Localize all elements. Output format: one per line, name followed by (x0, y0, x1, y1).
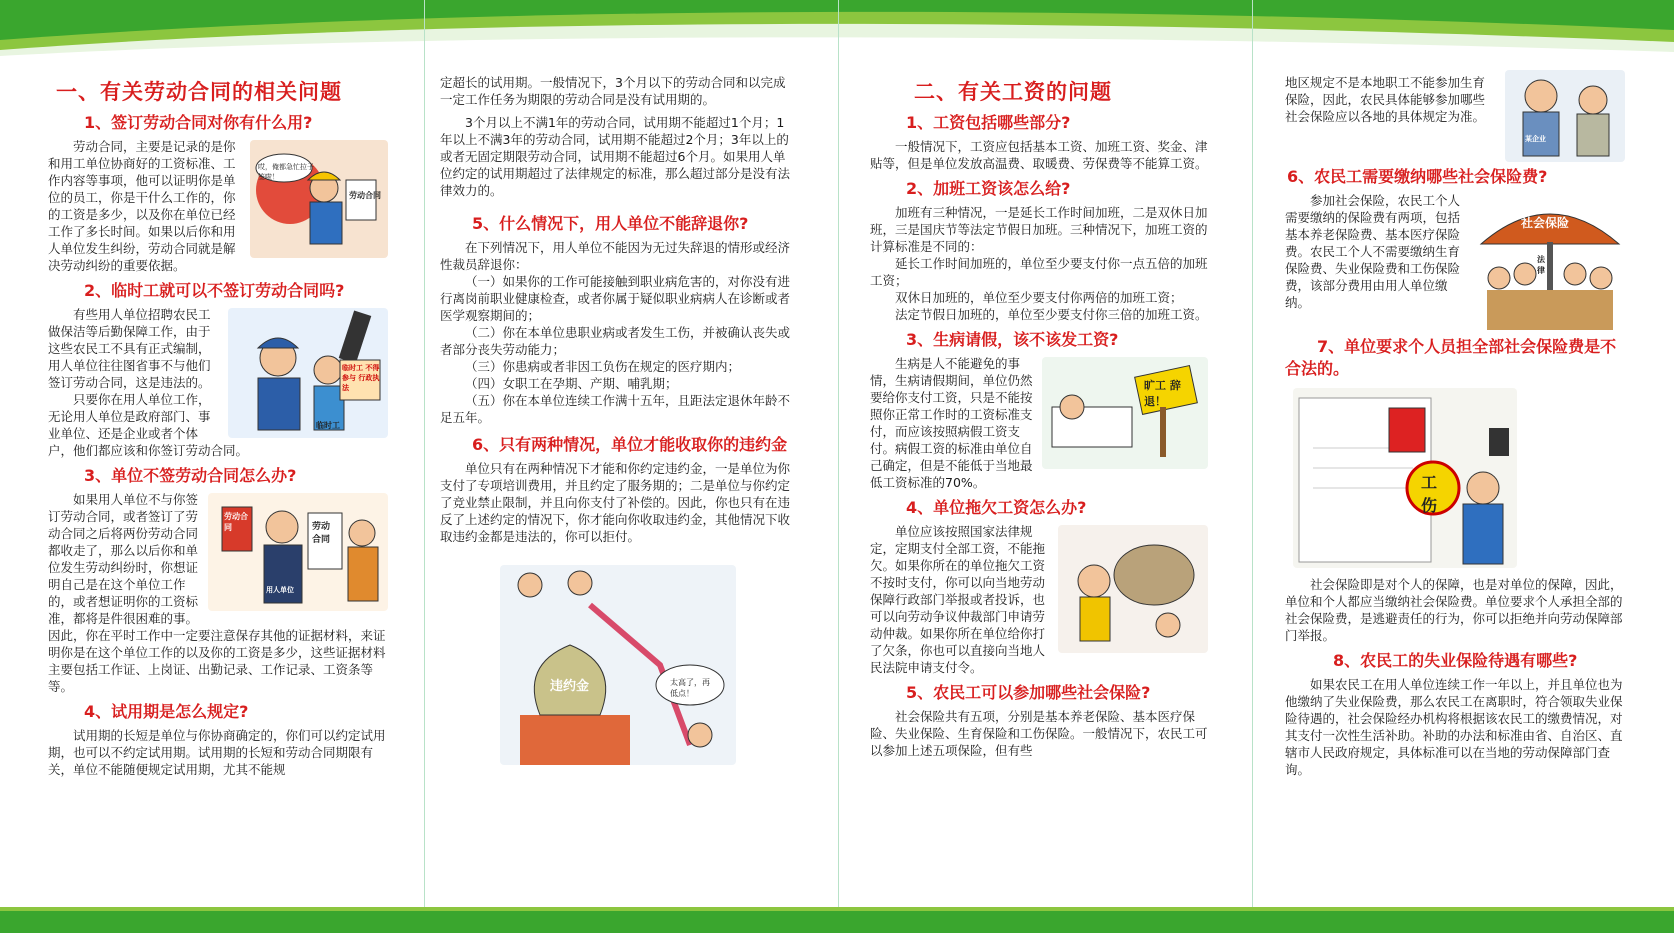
panel-labor-contract (48, 62, 388, 902)
answer-text: 单位应该按照国家法律规定，定期支付全部工资，不能拖欠。如果你所在的单位拖欠工资不按时支付，你可以向当地劳动保障行政部门举报或者投诉，也可以向劳动争议仲裁部门申请劳动仲裁。如果你所在单位给你打了欠条，你也可以直接向当地人民法院申请支付令。 (870, 524, 1046, 675)
question-heading: 6、农民工需要缴纳哪些社会保险费? (1287, 167, 1548, 186)
injury-label: 工伤 (1421, 473, 1438, 515)
top-band (0, 0, 1674, 62)
question-heading: 4、单位拖欠工资怎么办? (906, 498, 1087, 517)
question-heading: 5、农民工可以参加哪些社会保险? (906, 683, 1151, 702)
question-heading: 8、农民工的失业保险待遇有哪些? (1333, 651, 1578, 670)
panel-wages (870, 62, 1208, 902)
answer-text: 只要你在用人单位工作，无论用人单位是政府部门、事业单位、还是企业或者个体户，他们都应该和你签订劳动合同。 (48, 392, 249, 458)
question-heading: 7、单位要求个人员担全部社会保险费是不合法的。 (1285, 337, 1617, 378)
pole-label: 法律 (1537, 255, 1545, 275)
answer-text: 社会保险共有五项，分别是基本养老保险、基本医疗保险、失业保险、生育保险和工伤保险。一般情况下，农民工可以参加上述五项保险，但有些 (870, 709, 1208, 758)
answer-text: 生病是人不能避免的事情，生病请假期间，单位仍然要给你支付工资，只是不能按照你正常工作时的工资标准支付，而应该按照病假工资支付。病假工资的标准由单位自己确定，但是不能低于当地最低工资标准的70%。 (870, 356, 1033, 490)
question-heading: 6、只有两种情况，单位才能收取你的违约金 (472, 435, 788, 454)
sign-label: 旷工 辞退！ (1144, 379, 1181, 408)
fold-line (838, 0, 839, 933)
elderly-insurance-illustration (1505, 70, 1625, 162)
answer-text: 法定节假日加班的，单位至少要支付你三倍的加班工资。 (895, 307, 1208, 322)
contract-worker-illustration (250, 140, 388, 258)
question-heading: 3、生病请假，该不该发工资? (906, 330, 1119, 349)
book-label: 劳动合同 (224, 512, 248, 532)
answer-text: 有些用人单位招聘农民工做保洁等后勤保障工作，由于这些农民工不具有正式编制，用人单位往往图省事不与他们签订劳动合同，这是违法的。 (48, 307, 211, 390)
question-heading: 3、单位不签劳动合同怎么办? (84, 466, 297, 485)
answer-text: 延长工作时间加班的，单位至少要支付你一点五倍的加班工资； (870, 256, 1208, 288)
answer-text: 单位只有在两种情况下才能和你约定违约金，一是单位为你支付了专项培训费用，并且约定了服务期的；二是单位与你约定了竞业禁止限制，并且向你支付了补偿的。因此，你也只有在违反了上述约定的情况下，你才能向你收取违约金，其他情况下收取违约金都是违法的，你可以拒付。 (440, 461, 791, 544)
work-injury-illustration (1293, 388, 1517, 568)
tag-label: 临时工 (316, 421, 340, 430)
section-title: 一、有关劳动合同的相关问题 (56, 80, 342, 104)
question-heading: 1、签订劳动合同对你有什么用? (84, 113, 313, 132)
answer-text: 地区规定不是本地职工不能参加生育保险，因此，农民具体能够参加哪些社会保险应以各地的具体规定为准。 (1285, 75, 1486, 124)
bag-label: 某企业 (1525, 135, 1546, 143)
wage-arrears-illustration (1058, 525, 1208, 653)
sign-label: 临时工 不得参与 行政执法 (342, 364, 380, 392)
list-item: （四）女职工在孕期、产期、哺乳期； (465, 376, 678, 391)
umbrella-insurance-illustration (1475, 194, 1625, 332)
answer-text: 3个月以上不满1年的劳动合同，试用期不能超过1个月；1年以上不满3年的劳动合同，试用期不能超过2个月；3年以上的或者无固定期限劳动合同，试用期不能超过6个月。如果用人单位约定的试用期超过了法律规定的标准，那么超过部分是没有法律效力的。 (440, 115, 791, 198)
answer-text: 劳动合同，主要是记录的是你和用工单位协商好的工资标准、工作内容等事项，他可以证明你是单位的员工，你是干什么工作的，你的工资是多少，以及你在单位已经工作了多长时间。如果以后你和用人单位发生纠纷，劳动合同就是解决劳动纠纷的重要依据。 (48, 139, 236, 273)
panel-contract-continued (440, 62, 795, 902)
answer-text: 参加社会保险，农民工个人需要缴纳的保险费有两项，包括基本养老保险费、基本医疗保险费。农民工个人不需要缴纳生育保险费、失业保险费和工伤保险费，该部分费用由用人单位缴纳。 (1285, 193, 1461, 310)
list-item: （一）如果你的工作可能接触到职业病危害的，对你没有进行离岗前职业健康检查，或者你属于疑似职业病病人在诊断或者医学观察期间的； (440, 274, 791, 323)
temp-worker-illustration (228, 308, 388, 438)
fold-line (424, 0, 425, 933)
answer-text: 一般情况下，工资应包括基本工资、加班工资、奖金、津贴等，但是单位发放高温费、取暖费、劳保费等不能算工资。 (870, 139, 1208, 171)
answer-text: 加班有三种情况，一是延长工作时间加班，二是双休日加班，三是国庆节等法定节假日加班。三种情况下，加班工资的计算标准是不同的： (870, 205, 1208, 254)
question-heading: 2、临时工就可以不签订劳动合同吗? (84, 281, 345, 300)
answer-text: 定超长的试用期。一般情况下，3个月以下的劳动合同和以完成一定工作任务为期限的劳动合同是没有试用期的。 (440, 75, 786, 107)
question-heading: 5、什么情况下，用人单位不能辞退你? (472, 214, 749, 233)
unsigned-contract-illustration (208, 493, 388, 611)
contract-label: 劳动合同 (349, 191, 381, 200)
list-item: （二）你在本单位患职业病或者发生工伤，并被确认丧失或者部分丧失劳动能力； (440, 325, 791, 357)
speech-bubble: 哎，俺都急忙拉子签啦！ (258, 163, 314, 181)
answer-text: 试用期的长短是单位与你协商确定的，你们可以约定试用期，也可以不约定试用期。试用期的长短和劳动合同期限有关，单位不能随便规定试用期，尤其不能规 (48, 728, 386, 777)
speech-bubble: 太高了，再低点！ (670, 678, 710, 698)
penalty-money-illustration (500, 565, 736, 765)
list-item: （三）你患病或者非因工负伤在规定的医疗期内； (465, 359, 741, 374)
tag-label: 用人单位 (266, 586, 294, 594)
contract-label: 劳动合同 (312, 522, 331, 545)
fold-line (1252, 0, 1253, 933)
question-heading: 2、加班工资该怎么给? (906, 179, 1071, 198)
answer-text: 在下列情况下，用人单位不能因为无过失辞退的情形或经济性裁员辞退你： (440, 240, 791, 272)
section-title: 二、有关工资的问题 (914, 80, 1112, 104)
bottom-band (0, 911, 1674, 933)
panel-social-insurance (1285, 62, 1625, 902)
bag-label: 违约金 (550, 679, 590, 694)
answer-text: 双休日加班的，单位至少要支付你两倍的加班工资； (895, 290, 1183, 305)
question-heading: 1、工资包括哪些部分? (906, 113, 1071, 132)
question-heading: 4、试用期是怎么规定? (84, 702, 249, 721)
answer-text: 社会保险即是对个人的保障，也是对单位的保障，因此，单位和个人都应当缴纳社会保险费。单位要求个人承担全部的社会保险费，是逃避责任的行为，你可以拒绝并向劳动保障部门举报。 (1285, 577, 1623, 643)
sick-leave-illustration (1042, 357, 1208, 469)
list-item: （五）你在本单位连续工作满十五年，且距法定退休年龄不足五年。 (440, 393, 791, 425)
answer-text: 如果用人单位不与你签订劳动合同，或者签订了劳动合同之后将两份劳动合同都收走了，那么以后你和单位发生劳动纠纷时，你想证明自己是在这个单位工作的，或者想证明你的工资标准，都将是件很困难的事。因此，你在平时工作中一定要注意保存其他的证据材料，来证明你是在这个单位工作的以及你的工资是多少，这些证据材料主要包括工作证、上岗证、出勤记录、工作记录、工资条等等。 (48, 492, 386, 694)
answer-text: 如果农民工在用人单位连续工作一年以上，并且单位也为他缴纳了失业保险费，那么农民工在离职时，符合领取失业保险待遇的，社会保险经办机构将根据该农民工的缴费情况，对其支付一次性生活补助。补助的办法和标准由省、自治区、直辖市人民政府规定，具体标准可以在当地的劳动保障部门查询。 (1285, 677, 1623, 777)
umbrella-label: 社会保险 (1521, 216, 1570, 230)
